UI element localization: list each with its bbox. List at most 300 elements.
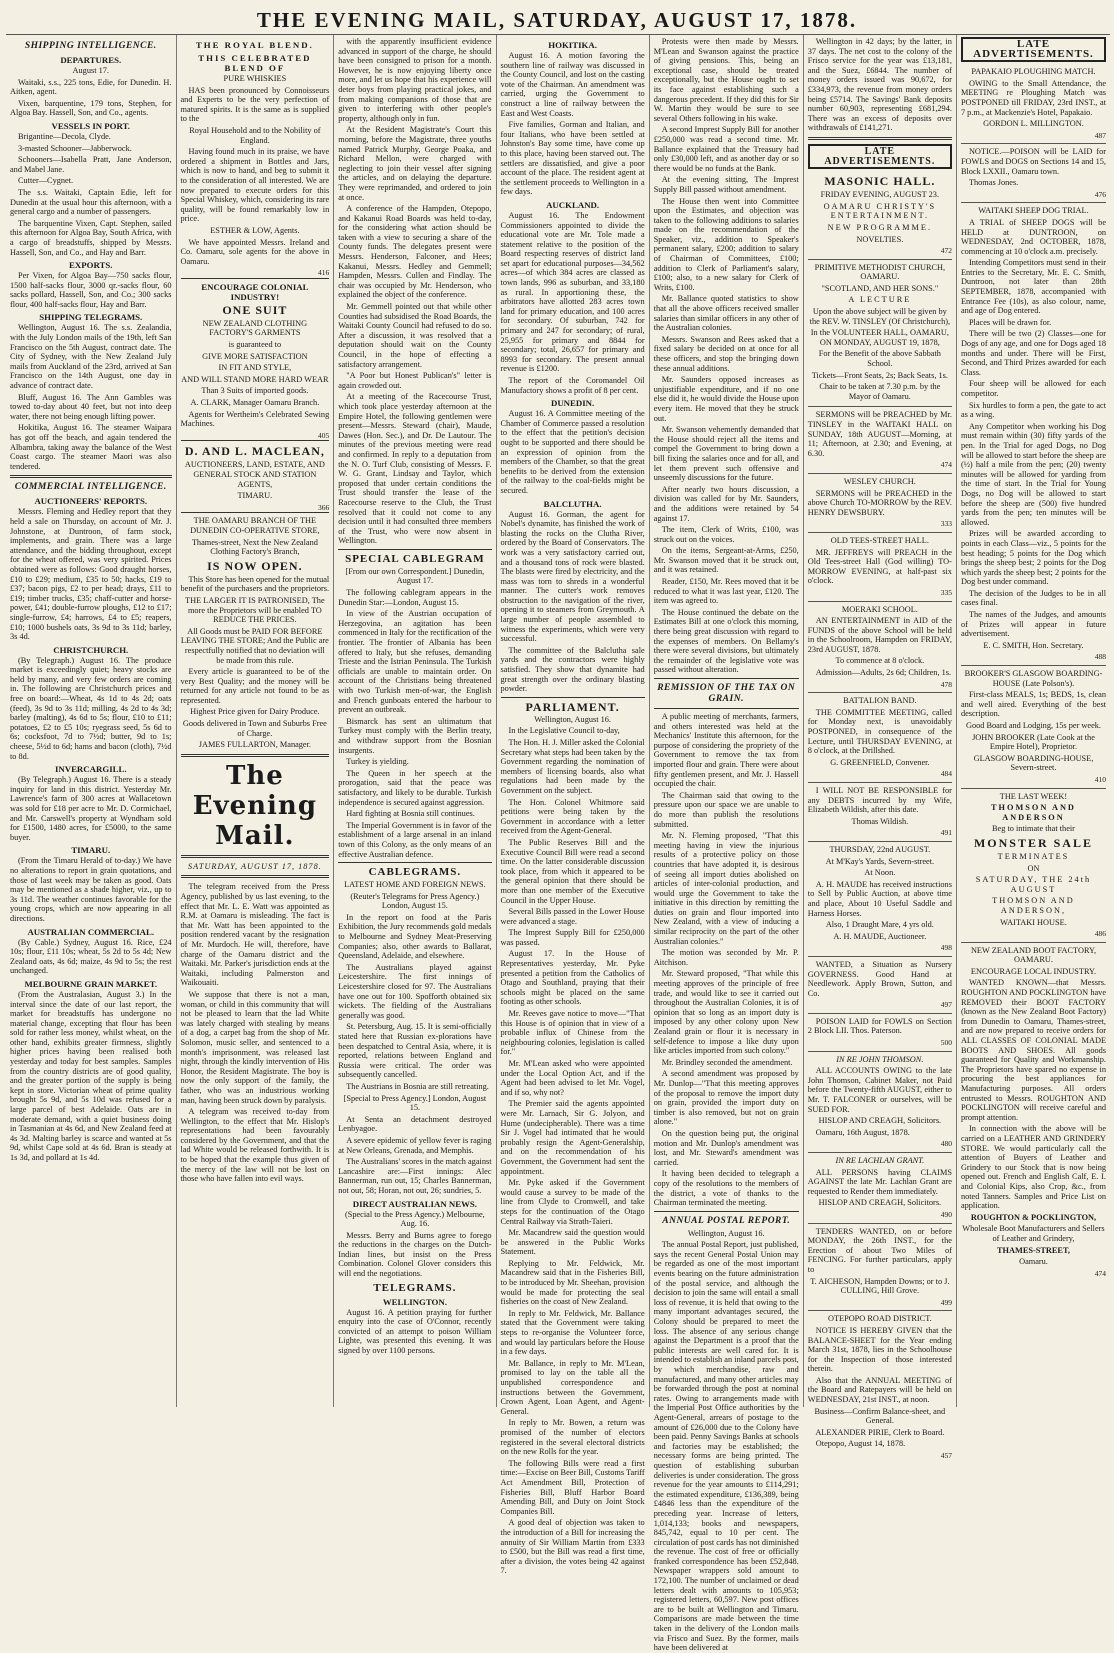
ad-text: Agents for Wertheim's Celebrated Sewing Machines. bbox=[180, 409, 330, 429]
ad-text: ALEXANDER PIRIE, Clerk to Board. bbox=[815, 1427, 945, 1437]
ad-text: Business—Confirm Balance-sheet, and General. bbox=[814, 1406, 946, 1426]
ad-text: First-class MEALS, 1s; BEDS, 1s, clean and well aired. Everything of the best description. bbox=[960, 690, 1107, 719]
ad-wesley-church bbox=[808, 474, 952, 533]
subheading: Wellington, August 16. bbox=[687, 1228, 765, 1238]
paragraph: On the items, Sergeant-at-Arms, £250, Mr. Swanson moved that it be struck out, and it was retained. bbox=[653, 546, 799, 575]
paragraph: August 16. A motion favoring the southern line of railway was discussed in the County Council, and lost on the casting vote of the Chairman. An amendment was carried, urging the Government to construct a line of railway between the East and West Coasts. bbox=[500, 51, 645, 118]
paragraph: The Hon. H. J. Miller asked the Colonial Secretary what steps had been taken by the Government regarding the nomination of members of licensing boards, also what regulations had been made by the Government on the subject. bbox=[500, 738, 645, 795]
divider bbox=[808, 137, 952, 140]
paragraph: At a meeting of the Racecourse Trust, which took place yesterday afternoon at the Empire Hotel, the following gentlemen were present—Messrs. Steward (chair), Maude, Dawes (Hon. Sec.), and Dr. De Lautour. The minutes of the previous meeting were read and confirmed. In reply to a deputation from the N. O. Turf Club, consisting of Messrs. F. W. G. Grant, Lindsay and Taylor, which proposed that under certain conditions the Trust should transfer the lease of the Racecourse reserve to the Club, the Trust resolved that it could not come to any decision until it had consulted three members of the Trust, who were now absent in Wellington. bbox=[338, 392, 492, 546]
ad-text: Beg to intimate that their bbox=[992, 824, 1075, 834]
sub-australian-commercial: AUSTRALIAN COMMERCIAL. bbox=[27, 926, 155, 937]
ad-number: 480 bbox=[940, 1139, 952, 1149]
paragraph: A public meeting of merchants, farmers, and others interested was held at the Mechanics' Institute this afternoon, for the purpose of considering the propriety of the Government to remove the tax from imported flour and grain. There were about fifty gentlemen present, and Mr. J. Hassell occupied the chair. bbox=[653, 712, 799, 789]
ad-text: The decision of the Judges to be in all cases final. bbox=[960, 588, 1107, 608]
ad-poison-notice bbox=[961, 144, 1106, 203]
ad-text: Prizes will be awarded according to points in each Class—viz., 5 points for the best heading; 5 points for the Dog which brings the sheep best; 2 points for the Dog which yards the sheep best; 2 points for the Dog best under command. bbox=[960, 529, 1107, 587]
paragraph: The Hon. Colonel Whitmore said petitions were being taken by the Government in accordance with a letter received from the Agent-General. bbox=[500, 797, 645, 836]
paragraph: St. Petersburg, Aug. 15. It is semi-officially stated here that Russian ex-plorations have been despatched to Central Asia, where, it is reported, relations between England and Russia were critical. The order was subsequently cancelled. bbox=[338, 1022, 492, 1080]
paragraph: Mr. Saunders opposed increases as unjustifiable expenditure, and if no one else did it, he would divide the House upon every item. He moved that they be struck out. bbox=[653, 375, 799, 423]
ad-text: Otepopo, August 14, 1878. bbox=[815, 1439, 906, 1449]
column-1 bbox=[6, 35, 176, 1407]
editorial-paragraph: The telegram received from the Press Agency, published by us last evening, to the effect that Mr. L. E. Watt was appointed as R.M. at Oamaru is misleading. The fact is that Mr. Watt has been appointed to the position rendered vacant by the resignation of Mr. Murdoch. He will, therefore, have charge of the Oamaru district and the Waitaki. Mr. Parker's jurisdiction ends at the Waitaki, including Palmerston and Waikouaiti. bbox=[180, 882, 330, 988]
ad-text: There will be two (2) Classes—one for Dogs of any age, and one for Dogs aged 18 months and under. There will be First, Second, and Third Prizes awarded for each Class. bbox=[960, 329, 1107, 377]
paragraph: Schooners—Isabella Pratt, Jane Anderson, and Mabel Jane. bbox=[10, 155, 172, 174]
sub-balclutha: BALCLUTHA. bbox=[543, 498, 602, 509]
paragraph: Mr. N. Fleming proposed, "That this meeting having in view the injurious results of a protective policy on those countries that have adopted it, is desirous of seeing all import duties abolished on articles of inter-colonial production, and would urge the Government to take the initiative in this direction by remitting the duties on grain and flour imported into New Zealand, with a view of inducing a similar reciprocity on the part of the other Australian colonies." bbox=[653, 831, 799, 946]
heading-parliament: PARLIAMENT. bbox=[525, 699, 620, 714]
paragraph: The following cablegram appears in the Dunedin Star:—London, August 15. bbox=[338, 588, 492, 607]
paragraph: (By Cable.) Sydney, August 16. Rice, £24 10s; flour, £11 10s; wheat, 5s 2d to 5s 4d; New Zealand oats, 4s 6d; maize, 4s 9d to 5s; the rest unchanged. bbox=[10, 937, 172, 976]
paragraph: Turkey is yielding. bbox=[346, 757, 409, 767]
paragraph: August 16. Gorman, the agent for Nobel's dynamite, has finished the work of blasting the rocks on the Clutha River, ordered by the Board of Conservators. The work was a very satisfactory carried out, and a thousand tons of rock were blasted. The blasts were fired by electricity, and the mass was torn to shreds in a wonderful manner. The cutter's work removes obstruction to the navigation of the river, opening it to steamers from Greymouth. A large number of people assembled to witness the experiments, which were very successful. bbox=[500, 509, 645, 644]
sub-wellington: WELLINGTON. bbox=[382, 1296, 447, 1307]
ad-text: OAMARU CHRISTY'S ENTERTAINMENT. bbox=[823, 201, 937, 221]
ad-masonic-hall bbox=[808, 171, 952, 260]
ad-number: 487 bbox=[1094, 130, 1107, 140]
ad-number: 497 bbox=[940, 1000, 952, 1010]
ad-text: To commence at 8 o'clock. bbox=[835, 656, 925, 666]
sub-exports: EXPORTS. bbox=[69, 260, 113, 271]
ad-title: THE LAST WEEK! bbox=[999, 791, 1068, 801]
ad-number: 335 bbox=[940, 587, 952, 597]
ad-text: ROUGHTON & POCKLINGTON, bbox=[970, 1212, 1097, 1222]
ad-text: A. CLARK, Manager Oamaru Branch. bbox=[190, 398, 320, 408]
column-6 bbox=[803, 35, 956, 1461]
ad-title: BATTALION BAND. bbox=[843, 696, 917, 706]
ad-text: ALL PERSONS having CLAIMS AGAINST the late Mr. Lachlan Grant are requested to Render them immediately. bbox=[807, 1167, 952, 1196]
paragraph: A severe epidemic of yellow fever is raging at New Orleans, Grenada, and Memphis. bbox=[338, 1135, 492, 1155]
ad-text: E. C. SMITH, Hon. Secretary. bbox=[983, 640, 1084, 650]
paragraph: The Queen in her speech at the prorogation, said that the peace was satisfactory, and likely to be durable. Turkish independence is secured against aggression. bbox=[338, 768, 492, 807]
ad-royal-blend-subtitle: THIS CELEBRATED BLEND OF bbox=[198, 53, 312, 73]
heading-telegrams: TELEGRAMS. bbox=[373, 1281, 457, 1294]
paragraph: Vixen, barquentine, 179 tons, Stephen, for Algoa Bay. Hassell, Son, and Co., agents. bbox=[10, 98, 172, 118]
ad-title: BROOKER'S GLASGOW BOARDING-HOUSE (Late Polson's). bbox=[964, 669, 1103, 688]
sub-timaru: TIMARU. bbox=[71, 845, 111, 856]
paragraph: Several Bills passed in the Lower House were advanced a stage. bbox=[500, 907, 645, 926]
ad-text: In connection with the above will be carried on a LEATHER AND GRINDERY STORE. We would particularly call the attention of Buyers of Leather and Grindery to our Stock that is now being opened out. French and English Calf, E. I. and Colonial Kips, also Crop, &c., from noted Tanners. Samples and Price List on application. bbox=[960, 1124, 1107, 1211]
paragraph: Cutter—Cygnet. bbox=[18, 176, 74, 186]
ad-title: PRIMITIVE METHODIST CHURCH, OAMARU. bbox=[814, 262, 946, 282]
ad-text: FRIDAY EVENING, AUGUST 23. bbox=[820, 190, 940, 200]
ad-text: Wholesale Boot Manufacturers and Sellers of Leather and Grindery, bbox=[962, 1224, 1105, 1243]
ad-text: IS NOW OPEN. bbox=[207, 558, 303, 573]
ad-text: Thomas Wildish. bbox=[851, 816, 909, 826]
ad-title: NEW ZEALAND BOOT FACTORY, OAMARU. bbox=[970, 945, 1097, 965]
ad-text: NOVELTIES. bbox=[856, 234, 904, 244]
date: August 17. bbox=[72, 66, 109, 75]
divider bbox=[338, 549, 491, 550]
ad-text: POISON LAID for FOWLS on Section 2 Block LII. Thos. Paterson. bbox=[807, 1016, 952, 1036]
ad-text: Chair to be taken at 7.30 p.m. by the Mayor of Oamaru. bbox=[819, 382, 941, 401]
ad-text: HAS been pronounced by Connoisseurs and Experts to be the very perfection of matured spirits. It is the same as is supplied to the bbox=[180, 85, 330, 124]
ad-text: Highest Price given for Dairy Produce. bbox=[190, 707, 320, 717]
ad-text: JOHN BROOKER (Late Cook at the Empire Hotel), Proprietor. bbox=[972, 732, 1095, 752]
paragraph: The barquentine Vixen, Capt. Stephen, sailed this afternoon for Algoa Bay, South Africa, with a cargo of breadstuffs, shipped by Messrs. Hassell, Son, and Co., and Hay and Barr. bbox=[10, 218, 172, 257]
ad-number: 333 bbox=[940, 519, 952, 529]
column-5 bbox=[649, 35, 803, 1653]
heading-shipping-telegrams: SHIPPING TELEGRAMS. bbox=[39, 312, 143, 323]
paragraph: Protests were then made by Messrs. M'Lean and Swanson against the practice of giving pensions. This, being an exceptional case, should be treated exceptionally, but the House ought to set its face against establishing such a dangerous precedent. If they did this for Sir W. Martin they would be sure to see several Others following in his wake. bbox=[653, 37, 799, 123]
paragraph: The s.s. Waitaki, Captain Edie, left for Dunedin at the usual hour this afternoon, with a general cargo and a number of passengers. bbox=[10, 187, 172, 217]
ad-old-tees-street bbox=[808, 533, 952, 602]
ad-maude-auction bbox=[808, 842, 952, 957]
paragraph: It having been decided to telegraph a copy of the resolutions to the members of the district, a vote of thanks to the Chairman terminated the meeting. bbox=[653, 1169, 799, 1208]
divider bbox=[181, 512, 330, 513]
ad-text: MONSTER SALE bbox=[973, 835, 1093, 850]
sub-auctioneers: AUCTIONEERS' REPORTS. bbox=[34, 496, 148, 507]
ad-text: G. GREENFIELD, Convener. bbox=[830, 757, 930, 767]
paragraph: A second Imprest Supply Bill for another £250,000 was read a second time. Mr. Ballance explained that the Treasury had only £30,000 left, and as another day or so there would be no funds at the Bank. bbox=[653, 125, 799, 173]
ad-number: 491 bbox=[940, 828, 952, 838]
ad-text: AN ENTERTAINMENT in AID of the FUNDS of the above School will be held in the Schoolroom, Hampden on FRIDAY, 23rd AUGUST, 1878. bbox=[807, 616, 952, 654]
ad-text: T. AICHESON, Hampden Downs; or to J. CULLING, Hill Grove. bbox=[810, 1276, 950, 1296]
ad-thomson-anderson bbox=[961, 789, 1106, 943]
ad-not-responsible bbox=[808, 783, 952, 842]
paragraph: Brigantine—Decola, Clyde. bbox=[18, 131, 111, 141]
ad-text: Thames-street, Next the New Zealand Clothing Factory's Branch, bbox=[191, 537, 318, 557]
paragraph: In view of the Austrian occupation of Herzegovina, an agitation has been commenced in Italy for the rectification of the frontier. The frontier of Albania has been offered to Italy, but she refuses, demanding Trieste and the Istrian Peninsula. The Turkish officials are unable to maintain order. On account of the Christians being threatened with two Turkish men-of-war, the English and French gunboats entered the harbour to prevent an outbreak. bbox=[338, 609, 492, 715]
ad-text: Upon the above subject will be given by the REV. W. TINSLEY (Of Christchurch), bbox=[809, 307, 951, 326]
ad-boot-factory bbox=[960, 943, 1107, 1278]
paragraph: Mr. Macandrew said the question would be answered in the Public Works Statement. bbox=[500, 1228, 645, 1257]
ad-line: PURE WHISKIES bbox=[223, 74, 287, 83]
paragraph: Mr. Ballance, in reply to Mr. M'Lean, promised to lay on the table all the unpublished correspondence and instructions between the Government, Crown Agent, Loan Agent, and Agent-General. bbox=[500, 1358, 645, 1416]
paragraph: August 17. In the House of Representatives yesterday, Mr. Pyke presented a petition from the Catholics of Otago and Southland, praying that their schools might be placed on the same footing as other schools. bbox=[500, 949, 645, 1007]
ad-text: TIMARU. bbox=[237, 491, 273, 501]
ad-text: "SCOTLAND, AND HER SONS." bbox=[821, 283, 939, 293]
ad-sermons-tinsley bbox=[808, 407, 952, 474]
paragraph: with the apparently insufficient evidence advanced in support of the charge, he should have been consigned to prison for a month. However, he is now enjoying liberty once more, and let us hope that his experience will deter boys from playing practical jokes, and from making companions of those that are given to interfering with other people's property, although only in fun. bbox=[338, 37, 492, 123]
divider bbox=[654, 708, 799, 709]
paragraph: The item, Clerk of Writs, £100, was struck out on the voices. bbox=[653, 525, 799, 544]
ad-text: MR. JEFFREYS will PREACH in the Old Tees-street Hall (God willing) TO-MORROW EVENING, at half-past six o'clock. bbox=[807, 547, 952, 586]
ad-text: At Noon. bbox=[864, 868, 896, 878]
subheading: [Special to Press Agency.] London, August 15. bbox=[343, 1093, 487, 1113]
ad-text: OWING to the Small Attendance, the MEETING re Ploughing Match was POSTPONED till FRIDAY, 23rd INST., at 7 p.m., at Mackenzie's Hotel, Papakaio. bbox=[960, 78, 1107, 117]
ad-text: Than 3 Suits of imported goods. bbox=[201, 386, 309, 396]
ad-number: 499 bbox=[940, 1297, 952, 1307]
ad-text: NOTICE.—POISON will be LAID for FOWLS and DOGS on Sections 14 and 15, Block LXXII., Oamaru town. bbox=[960, 147, 1107, 176]
paragraph: (By Telegraph.) August 16. There is a steady inquiry for land in this district. Yesterday Mr. Lawrence's farm of 300 acres at Wallacetown was sold for £18 per acre to Mr. D. Cormichael, and Mr. Carswell's property at Wyndham sold for £1500, 1480 acres, for £5000, to the same buyer. bbox=[10, 775, 172, 842]
ad-text: THE COMMITTEE MEETING, called for Monday next, is unavoidably POSTPONED, in consequence of the Lecture, until THURSDAY EVENING, at 8 o'clock, at the Drillshed. bbox=[807, 707, 952, 756]
paragraph: The report of the Coromandel Oil Manufactory shows a profit of 8 per cent. bbox=[500, 376, 645, 395]
ad-text: Also, 1 Draught Mare, 4 yrs old. bbox=[825, 920, 934, 930]
ad-text: Six hurdles to form a pen, the gate to act as a wing. bbox=[960, 400, 1107, 420]
ad-text: Every article is guaranteed to be of the very Best Quality; and the money will be returned for any article not found to be as represented. bbox=[180, 667, 330, 705]
ad-text: GIVE MORE SATISFACTION bbox=[202, 351, 308, 361]
ad-royal-blend-title: THE ROYAL BLEND. bbox=[195, 40, 314, 50]
paragraph: (From the Timaru Herald of to-day.) We have no alterations to report in grain quotations, and those of last week may be taken as good. Oats may be mentioned as a shade higher, viz., up to 3s 11d. The weather continues favorable for the young crops, which are now appearing in all directions. bbox=[10, 856, 172, 923]
ad-sheep-dog-trial bbox=[961, 203, 1106, 666]
paragraph: The Public Reserves Bill and the Executive Council Bill were read a second time. On the latter considerable discussion took place, from which it appeared to be the general opinion that there should be more than one member of the Executive Council in the Upper House. bbox=[500, 837, 645, 905]
paragraph: Waitaki, s.s., 225 tons, Edie, for Dunedin. H. Aitken, agent. bbox=[10, 77, 172, 97]
paragraph: At Senta an detachment destroyed Lenbyagoe. bbox=[338, 1114, 492, 1134]
paragraph: Five families, Gorman and Italian, and four Italians, who have been settled at Johnston's Bay some time, have come up to this place, having been starved out. The settlers are dissatisfied, and give a poor account of the place. The resident agent at the settlement proceeds to Wellington in a few days. bbox=[500, 120, 645, 197]
subheading: (Reuter's Telegrams for Press Agency.) London, August 15. bbox=[350, 891, 480, 911]
ad-text: Oamaru. bbox=[1019, 1257, 1048, 1267]
ad-title: PAPAKAIO PLOUGHING MATCH. bbox=[971, 67, 1096, 77]
paragraph: Bluff, August 16. The Ann Gambles was towed to-day about 40 feet, but not into deep water, there not being enough lifting power. bbox=[10, 392, 172, 421]
paragraph: Messrs. Fleming and Hedley report that they held a sale on Thursday, on account of Mr. J. Johnstone, at Duntroon, of farm stock, implements, and grain. There was a large attendance, and the bidding throughout, except for the wheat offered, was very spirited. Prices obtained were as follows: Good draught horses, £10 to £29; medium, £35 to 50; hacks, £19 to £37; bacon pigs, £2 to per head; drays, £11 to £19; timber trucks, £35; chaff-cutter and horse-power, £41; double-furrow ploughs, £12 to £17; single-furrow, £4; harrows, £4 to £5; reapers, £10; 1000 bushels oats, 3s 9d to 3s 11d; barley, 3s 4d. bbox=[10, 507, 172, 642]
ad-text: SATURDAY, THE 24th AUGUST bbox=[975, 875, 1092, 894]
ad-text: A. H. MAUDE has received instructions to Sell by Public Auction, at above time and place, About 10 Useful Saddle and Harness Horses. bbox=[807, 879, 952, 918]
ad-number: 486 bbox=[1094, 929, 1107, 939]
ad-text: WAITAKI HOUSE. bbox=[1000, 917, 1067, 927]
paragraph: The motion was seconded by Mr. P. Aitchison. bbox=[653, 948, 799, 967]
ad-text: Places will be drawn for. bbox=[968, 317, 1052, 327]
divider bbox=[181, 855, 330, 858]
ad-battalion-band bbox=[808, 693, 952, 783]
ad-text: Royal Household and to the Nobility of England. bbox=[189, 125, 321, 145]
ad-text: IN FIT AND STYLE, bbox=[218, 363, 292, 373]
paragraph: Reader, £150, Mr. Rees moved that it be reduced to what it was last year, £120. The item was agreed to. bbox=[653, 577, 799, 606]
paragraph: The House then went into Committee upon the Estimates, and objection was taken to the following additions to salaries made on the recommendation of the Speaker, viz., addition to Speaker's permanent salary, £200; addition to salary of Chairman of Committees, £100; addition to Clerk of Parliament's salary, £100; also, to a new salary for Clerk of Writs, £100. bbox=[653, 196, 799, 292]
ad-text: Good Board and Lodging, 15s per week. bbox=[965, 721, 1101, 730]
paragraph: After nearly two hours discussion, a division was called for by Mr. Saunders, and the additions were retained by 54 against 17. bbox=[653, 484, 799, 523]
ad-re-john-thomson bbox=[808, 1052, 952, 1153]
subheading: (Special to the Press Agency.) Melbourne, Aug. 16. bbox=[344, 1209, 485, 1229]
paragraph: Mr. Brindley seconded the amendment. bbox=[661, 1057, 793, 1067]
ad-text: NEW PROGRAMME. bbox=[827, 222, 933, 232]
ad-number: 457 bbox=[940, 1451, 952, 1461]
heading-cablegrams: CABLEGRAMS. bbox=[368, 866, 462, 879]
ad-tenders-wanted bbox=[808, 1224, 952, 1312]
sub-dunedin: DUNEDIN. bbox=[550, 398, 595, 409]
ad-title: IN RE LACHLAN GRANT. bbox=[835, 1156, 925, 1165]
sub-auckland: AUCKLAND. bbox=[546, 199, 600, 210]
ad-text: Any Competitor when working his Dog must remain within (30) fifty yards of the pen. In the Trial for aged Dogs, no Dog will be allowed to start before the sheep are (½) half a mile from the pen; (20) twenty minutes will be allowed for yarding from the time of start. In the Trial for Young Dogs, no Dog will be allowed to start before the sheep are (500) five hundred yards from the pen; ten minutes will be allowed. bbox=[960, 421, 1107, 527]
ad-text: The names of the Judges, and amounts of Prizes will appear in future advertisement. bbox=[960, 610, 1107, 639]
ad-text: ALL ACCOUNTS OWING to the late John Thomson, Cabinet Maker, not Paid before the Twenty-fifth AUGUST, either to Mr. T. FALCONER or ourselves, will be SUED FOR. bbox=[807, 1066, 952, 1114]
divider bbox=[181, 278, 330, 279]
ad-number: 488 bbox=[1094, 652, 1107, 662]
ad-heading: ONE SUIT bbox=[222, 302, 288, 317]
divider bbox=[654, 678, 799, 679]
paragraph: The Imprest Supply Bill for £250,000 was passed. bbox=[500, 928, 645, 947]
paragraph: The committee of the Balclutha sale yards and the contractors were highly satisfied. They show that dynamite had great strength over the ordinary blasting powder. bbox=[500, 645, 645, 694]
ad-text: A LECTURE bbox=[848, 295, 912, 305]
ad-text: ESTHER & LOW, Agents. bbox=[210, 225, 300, 235]
subheading: Wellington, August 16. bbox=[534, 714, 611, 724]
paragraph: August 16. A Committee meeting of the Chamber of Commerce passed a resolution to the effect that the petition's decision ought to be supported and there should be an expression of opinion from the members of the Chamber, so that the great benefits to be derived from the extension of the railway to the coal-fields might be secured. bbox=[500, 409, 645, 495]
paper-masthead: The Evening Mail. bbox=[192, 760, 318, 851]
ad-heading: THE OAMARU BRANCH OF THE DUNEDIN CO-OPERATIVE STORE, bbox=[190, 516, 320, 535]
divider bbox=[181, 440, 330, 441]
ad-text: Goods delivered in Town and Suburbs Free of Charge. bbox=[182, 719, 327, 738]
heading-shipping: SHIPPING INTELLIGENCE. bbox=[24, 41, 157, 51]
paragraph: The following Bills were read a first time:—Excise on Beer Bill, Customs Tariff Act Amendment Bill, Protection of Fisheries Bill, Bluff Harbor Board Amending Bill, and Duty on Joint Stock Companies Bill. bbox=[500, 1458, 645, 1516]
paragraph: Messrs. Swanson and Rees asked that a fixed salary be decided on at once for all these officers, and stop the bringing down these annual additions. bbox=[653, 334, 799, 373]
masthead bbox=[0, 0, 1114, 34]
paragraph: Mr. Swanson vehemently demanded that the House should reject all the items and compel the Government to bring down a bill fixing the salaries once and for all, and let them prevent such offensive and unseemly discussions for the future. bbox=[653, 425, 799, 483]
ad-number: 472 bbox=[940, 246, 952, 256]
paragraph: In reply to Mr. Feldwick, Mr. Ballance stated that the Government were taking steps to re-organise the Volunteer force, and would lay particulars before the House in a few days. bbox=[500, 1308, 645, 1357]
heading-direct-australian: DIRECT AUSTRALIAN NEWS. bbox=[352, 1198, 477, 1209]
ad-text: NOTICE IS HEREBY GIVEN that the BALANCE-SHEET for the Year ending March 31st, 1878, lies in the Schoolhouse for the Inspection of those interested therein. bbox=[807, 1325, 952, 1374]
paragraph: The Chairman said that owing to the pressure upon our space we are unable to do more than publish the resolutions submitted. bbox=[653, 790, 799, 829]
paragraph: (From the Australasian, August 3.) In the interval since the date of our last report, the market for breadstuffs has undergone no material change, excepting that flour has been sold for rather less money, whilst wheat, on the other hand, exhibits greater firmness, slightly higher prices having been realised both yesterday and today for best samples. Samples from the country districts are of good quality, and the greater portion of the supply is being kept in store. Victorian wheat of prime quality brought 5s 9d, and 5s 10d was refused for a large parcel of best Adelaide. Oats are in moderate demand, with a quiet business doing in Tasmanian at 4s 6d, and New Zealand feed at 4s 3d. Malting barley is scarce and wanted at 5s 9d, whilst Cape sold at 4s 6d. Bran is steady at 1s 3d, and pollard at 1s 4d. bbox=[10, 989, 172, 1162]
ad-text: Intending Competitors must send in their Entries to the Secretary, Mr. E. C. Smith, Duntroon, not later than 28th SEPTEMBER, 1878, accompanied with Entrance Fee (10s), as also colour, name, and age of Dog entered. bbox=[960, 258, 1107, 316]
ad-text: SERMONS will be PREACHED in the above Church TO-MORROW by the REV. HENRY DEWSBURY. bbox=[807, 488, 952, 517]
column-7 bbox=[956, 35, 1110, 1407]
paragraph: At the Resident Magistrate's Court this morning, before the Magistrate, three youths named Patrick Murphy, George Poaka, and Richard Mellon, were charged with neglecting to join their vessel after signing the articles, and on delaying the departure. They were reprimanded, and ordered to join at once. bbox=[338, 125, 492, 202]
ad-number: 498 bbox=[940, 943, 952, 953]
ad-papakaio-ploughing bbox=[961, 64, 1106, 144]
paragraph: Mr. Pyke asked if the Government would cause a survey to be made of the line from Clyde to Cromwell, and take steps for the continuation of the Otago Central Railway via Strath-Taieri. bbox=[500, 1178, 645, 1226]
columns bbox=[6, 34, 1110, 1653]
heading-remission-tax: REMISSION OF THE TAX ON GRAIN. bbox=[657, 683, 796, 704]
ad-otepopo-road bbox=[807, 1311, 952, 1461]
paragraph: Replying to Mr. Feldwick, Mr. Macandrew said that in the Fisheries Bill, to be introduced by Mr. Sheehan, provision would be made for protecting the seal fisheries on the coast of New Zealand. bbox=[500, 1258, 645, 1307]
ad-text: is guaranteed to bbox=[228, 340, 282, 350]
ad-heading: D. AND L. MACLEAN, bbox=[184, 444, 325, 459]
ad-number: 405 bbox=[317, 430, 330, 440]
sub-vessels: VESSELS IN PORT. bbox=[51, 120, 130, 131]
ad-text: In the VOLUNTEER HALL, OAMARU, ON MONDAY, AUGUST 19, 1878, bbox=[810, 328, 949, 347]
ad-text: AND WILL STAND MORE HARD WEAR bbox=[181, 374, 329, 384]
divider bbox=[10, 475, 172, 478]
paragraph: Mr. Gemmell pointed out that while other Counties had subsidised the Road Boards, the Waitaki County Council had refused to do so. After a discussion, it was resolved that a deputation should wait on the County Council, in the hope of effecting a satisfactory arrangement. bbox=[338, 302, 492, 369]
paragraph: Wellington, August 16. The s.s. Zealandia, with the July London mails of the 19th, left San Francisco on the 5th August, contract date. The City of Sydney, with the New Zealand July mails from Auckland of the 23rd, arrived at San Francisco on the 14th August, one day in advance of contract date. bbox=[10, 323, 172, 391]
ad-text: WANTED, a Situation as Nursery GOVERNESS. Good Hand at Needlework. Apply Brown, Sutton, and Co. bbox=[807, 959, 952, 998]
ad-text: Tickets—Front Seats, 2s; Back Seats, 1s. bbox=[811, 370, 948, 380]
ad-number: 416 bbox=[317, 268, 330, 278]
paragraph: Bismarck has sent an ultimatum that Turkey must comply with the Berlin treaty, and withdraw support from the Bosnian insurgents. bbox=[338, 716, 492, 755]
paragraph: At the evening sitting, The Imprest Supply Bill passed without amendment. bbox=[653, 175, 799, 194]
column-4 bbox=[496, 35, 649, 1576]
subheading: LATEST HOME AND FOREIGN NEWS. bbox=[344, 880, 486, 890]
ad-text: SERMONS will be PREACHED by Mr. TINSLEY in the WAITAKI HALL on SUNDAY, 18th AUGUST—Morning, at 11; Afternoon, at 2.30; and Evening, at 6.30. bbox=[807, 410, 952, 458]
ad-text: JAMES FULLARTON, Manager. bbox=[198, 740, 311, 750]
sub-melbourne-grain: MELBOURNE GRAIN MARKET. bbox=[24, 978, 158, 989]
paragraph: The Premier said the agents appointed were Mr. Larnach, Sir G. Jolyon, and Hume (undecipherable). There was a time Sir J. Vogel had intimated that he would probably resign the Agent-Generalship, and on the recommendation of his Government, the Government had sent the appointment. bbox=[500, 1099, 645, 1176]
ad-text: Oamaru, 16th August, 1878. bbox=[815, 1127, 910, 1137]
ad-wanted-governess bbox=[808, 957, 952, 1014]
paragraph: The House continued the debate on the Estimates Bill at one o'clock this morning, there being great discussion with regard to the expenses of members. On Bellamy's there were several divisions, but ultimately the remainder of the legislative vote was passed without alteration. bbox=[653, 607, 799, 675]
ad-title: OTEPOPO ROAD DISTRICT. bbox=[827, 1314, 932, 1324]
paragraph: Mr. M'Lean asked who were appointed under the Local Option Act, and if the Agent had been advised to let Mr. Vogel, and if so, why not? bbox=[500, 1059, 645, 1097]
ad-text: Thomas Jones. bbox=[968, 178, 1019, 188]
paragraph: In reply to Mr. Bowen, a return was promised of the number of electors registered in the several electoral districts on the new Rolls for the year. bbox=[500, 1418, 645, 1457]
ad-number: 410 bbox=[1094, 774, 1107, 784]
ad-number: 500 bbox=[940, 1038, 952, 1048]
ad-text: GLASGOW BOARDING-HOUSE, Severn-street. bbox=[973, 753, 1094, 773]
ad-text: AUCTIONEERS, LAND, ESTATE, AND GENERAL STOCK AND STATION AGENTS, bbox=[184, 460, 325, 489]
masthead-title: THE EVENING MAIL, SATURDAY, AUGUST 17, 1878. bbox=[256, 8, 858, 32]
subheading: [From our own Correspondent.] Dunedin, August 17. bbox=[345, 566, 485, 586]
late-advertisements-heading: LATE ADVERTISEMENTS. bbox=[961, 37, 1106, 62]
heading-postal-report: ANNUAL POSTAL REPORT. bbox=[662, 1215, 791, 1226]
ad-text: THE LARGER IT IS PATRONISED, The more the Proprietors will be enabled TO REDUCE THE PRICES. bbox=[185, 595, 325, 625]
paragraph: Per Vixen, for Algoa Bay—750 sacks flour, 1500 half-sacks flour, 3000 qr.-sacks flour, 60 sacks pollard, Hassell, Son, and Co.; 300 sacks flour, 400 half-sacks flour, Hay and Barr. bbox=[10, 271, 172, 309]
paragraph: In the Legislative Council to-day, bbox=[508, 726, 620, 736]
column-2 bbox=[176, 35, 334, 1407]
paragraph: In the report on food at the Paris Exhibition, the Jury recommends gold medals to Melbourne and Sydney Meat-Preserving Companies; also, other awards to Ballarat, Queensland, Adelaide, and elsewhere. bbox=[338, 912, 492, 961]
editorial-paragraph: We suppose that there is not a man, woman, or child in this community that will not be pleased to learn that the lad White was lately charged with stealing by means of a dog, a carpet bag from the shop of Mr. Solomon, music seller, and sentenced to a month's imprisonment, was released last night, through the kindly intervention of His Honor, the Resident Magistrate. The boy is now the only support of the family, the father, who was an industrious working man, having been struck down by paralysis. bbox=[180, 989, 330, 1105]
ad-brookers-boarding-house bbox=[961, 666, 1106, 789]
paragraph: Wellington in 42 days; by the latter, in 37 days. The net cost to the colony of the Frisco service for the year was £13,181, and the Suez, £6844. The number of money orders issued was 90,672, for £334,973, the revenue from money orders being £5714. The Savings' Bank deposits number 60,903, representing £681,294. There was an excess of deposits over withdrawals of £141,271. bbox=[807, 37, 952, 133]
column-3 bbox=[333, 35, 495, 1407]
paragraph: Mr. Ballance quoted statistics to show that all the above officers received smaller salaries than similar officers in any other of the Australian colonies. bbox=[653, 294, 799, 333]
ad-poison-laid bbox=[808, 1014, 952, 1052]
ad-title: WAITAKI SHEEP DOG TRIAL. bbox=[978, 206, 1089, 216]
ad-text: HISLOP AND CREAGH, Solicitors. bbox=[818, 1116, 942, 1126]
paragraph: The annual Postal Report, just published, says the recent General Postal Union may be regarded as one of the most important events bearing on the future administration of the postal service, and although the decision to join the same will entail a small loss of revenue, it is held that owing to the many important advantages secured, the Colony should be prepared to meet the loss. The absence of any serious change against the Department is a proof that the public interests are well cared for. It is intended to establish an inland parcels post, by which merchandise, raw and manufactured, and many other articles may be forwarded through the post at nominal rates. Owing to arrangements made with the Imperial Post Office authorities by the Agent-General, arrears of postage to the amount of £26,000 due to the Colony have been paid. Penny Savings Banks at schools and factories may be established; the necessary forms are being printed. The question of establishing suburban deliveries is under consideration. The gross revenue for the year amounts to £114,291; the estimated expenditure, £136,389, being £4846 less than the expenditure of the preceding year. Increase of letters, 1,014,133; books and newspapers, 845,742, equal to 10 per cent. The circulation of post cards has not diminished the revenue. The cost of free or officially franked correspondence has been £52,848. Newspaper wrappers sold amount to 172,100. The number of unclaimed or dead letters dealt with amounts to 105,953; registered letters, 60,597. New post offices are to be built at Wellington and Timaru. Comparisons are made between the time taken in the delivery of the London mails via Frisco and Suez. By the former, mails have been delivered at bbox=[653, 1240, 799, 1653]
paragraph: A conference of the Hampden, Otepopo, and Kakanui Road Boards was held to-day, for the considering what action should be taken with a view to securing a share of the County funds. The delegates present were Messrs. Henderson, Falconer, and Hees; Kakanui, Messrs. Hedley and Gemmell; Hampden, Messrs. Cullen and Findlay. The chair was occupied by Mr. Henderson, who explained the object of the conference. bbox=[338, 204, 492, 300]
sub-christchurch: CHRISTCHURCH. bbox=[53, 644, 129, 655]
paragraph: "A Poor but Honest Publican's" letter is again crowded out. bbox=[338, 371, 492, 390]
ad-text: GORDON L. MILLINGTON. bbox=[983, 119, 1084, 129]
late-advertisements-heading: LATE ADVERTISEMENTS. bbox=[808, 144, 952, 169]
divider bbox=[181, 754, 330, 757]
paragraph: The Imperial Government is in favor of the establishment of a large arsenal in an inland town of this Colony, as the only means of an effective Australian defence. bbox=[338, 820, 492, 859]
ad-number: 484 bbox=[940, 769, 952, 779]
ad-title: MASONIC HALL. bbox=[824, 174, 936, 189]
ad-text: Four sheep will be allowed for each competitor. bbox=[960, 379, 1107, 398]
paragraph: Mr. Reeves gave notice to move—"That this House is of opinion that in view of a probable influx of Chinese from the neighbouring colonies, legislation is called for." bbox=[500, 1009, 645, 1057]
ad-text: We have appointed Messrs. Ireland and Co. Oamaru, sole agents for the above in Oamaru. bbox=[180, 237, 330, 266]
divider bbox=[654, 1211, 799, 1212]
ad-text: A. H. MAUDE, Auctioneer. bbox=[833, 931, 927, 941]
paragraph: Messrs. Berry and Burns agree to forego the reductions in the charges on the Dutch-Indian lines, but insist on the Press Combination. Colonel Glover considers this will end the negotiations. bbox=[338, 1230, 492, 1279]
paragraph: (By Telegraph.) August 16. The produce market is exceedingly quiet; heavy stocks are held by many, and very few orders are coming in. The following are Christchurch prices and free on board:—Wheat, 4s 1d to 4s 2d; oats (feed), 3s 9d to 3s 11d; milling, 4s 2d to 4s 3d; barley (malting), 4s 6d to 5s; flour, £10 to £11; potatoes, £2 to £5 10s; ryegrass seed, 5s 6d to 6s; cocksfoot, 7d to 7½d; butter, 9d to 1s; cheese, 5½d to 6d; hams and bacon (cloth), 7½d to 8d. bbox=[10, 655, 172, 761]
ad-title: WESLEY CHURCH. bbox=[843, 476, 916, 486]
ad-number: 474 bbox=[940, 460, 952, 470]
ad-text: I WILL NOT BE RESPONSIBLE for any DEBTS incurred by my Wife, Elizabeth Wildish, after this date. bbox=[807, 786, 952, 815]
ad-moeraki-school bbox=[808, 602, 952, 694]
ad-text: Admission—Adults, 2s 6d; Children, 1s. bbox=[815, 668, 952, 678]
paragraph: Hokitika, August 16. The steamer Waipara has got off the beach, and again tendered the Albambra, taking away the balance of the West Coast cargo. The steamer Maori was also tendered. bbox=[10, 423, 172, 471]
ad-title: OLD TEES-STREET HALL. bbox=[830, 535, 929, 545]
ad-title: IN RE JOHN THOMSON. bbox=[836, 1054, 924, 1064]
ad-text: WANTED KNOWN—that Messrs. ROUGHTON AND POCKLINGTON have REMOVED their BOOT FACTORY (known as the New Zealand Boot Factory) from Dunedin to Oamaru, Thames-street, and are now prepared to receive orders for ALL CLASSES OF COLONIAL MADE BOOTS AND SHOES. All goods guaranteed for Quality and Workmanship. The Proprietors have spared no expense in procuring the best appliances for Manufacturing purposes. All orders entrusted to Messrs. ROUGHTON AND POCKLINGTON will receive careful and prompt attention. bbox=[960, 978, 1107, 1122]
ad-number: 366 bbox=[317, 502, 330, 512]
sub-hokitika: HOKITIKA. bbox=[548, 40, 597, 50]
dateline: SATURDAY, AUGUST 17, 1878. bbox=[187, 861, 322, 871]
paragraph: On the question being put, the original motion and Mr. Dunlop's amendment was lost, and Mr. Steward's amendment was carried. bbox=[653, 1128, 799, 1167]
divider bbox=[501, 697, 645, 698]
paragraph: August 16. A petition praying for further enquiry into the case of O'Connor, recently convicted of an attempt to poison William Lighte, was presented this evening. It was signed by over 1100 persons. bbox=[338, 1307, 492, 1356]
ad-primitive-methodist bbox=[808, 260, 952, 408]
sub-invercargill: INVERCARGILL. bbox=[54, 764, 127, 775]
ad-text: HISLOP AND CREAGH, Solicitors. bbox=[818, 1198, 942, 1208]
editorial-paragraph: A telegram was received to-day from Wellington, to the effect that Mr. Hislop's representations had been favourably considered by the Government, and that the lad White would be released forthwith. It is to be hoped that the example thus given of the mercy of the law will not be lost on those who have fallen into evil ways. bbox=[180, 1107, 330, 1184]
ad-number: 476 bbox=[1094, 189, 1107, 199]
paragraph: A good deal of objection was taken to the introduction of a Bill for increasing the annuity of Sir William Martin from £333 to £500, but the Bill was read a first time, after a division, the votes being 42 against 7. bbox=[500, 1518, 645, 1576]
ad-title: MOERAKI SCHOOL. bbox=[841, 604, 918, 614]
paragraph: A second amendment was proposed by Mr. Dunlop—"That this meeting approves of the proposal to remove the import duty on grain, provided the import duty on timber is also removed, but not on grain alone." bbox=[653, 1069, 799, 1127]
ad-text: ON bbox=[1027, 863, 1040, 873]
ad-text: THAMES-STREET, bbox=[997, 1245, 1070, 1255]
paragraph: The Austrians in Bosnia are still retreating. bbox=[346, 1081, 489, 1091]
paragraph: The Australians' scores in the match against Lancashire are:—First innings: Alec Bannerman, run out, 15; Charles Bannerman, not out, 58; Horan, not out, 26; sundries, 5. bbox=[338, 1157, 492, 1195]
ad-text: This Store has been opened for the mutual benefit of the purchasers and the proprietors. bbox=[180, 574, 330, 594]
ad-text: ENCOURAGE LOCAL INDUSTRY. bbox=[970, 966, 1097, 976]
paragraph: August 16. The Endowment Commissioners appointed to divide the educational vote are Mr. Tole made a statement relative to the position of the Board respecting reserves of district land set apart for educational purposes—34,562 acres—of which 384 acres are classed as town lands, 996 as suburban, and 33,180 as rural. In apportioning these, the arbitrators have allotted 283 acres town land for primary education, and 100 acres for secondary. Of suburban, 742 for primary and 247 for secondary; of rural, 25,955 for primary and 8844 for secondary; total, 26,657 for primary and 8993 for secondary. The present annual revenue is £1200. bbox=[500, 210, 645, 374]
ad-heading: ENCOURAGE COLONIAL INDUSTRY! bbox=[201, 281, 309, 302]
paragraph: 3-masted Schooner—Jabberwock. bbox=[18, 143, 132, 153]
paragraph: Mr. Steward proposed, "That while this meeting approves of the principle of free trade, and would like to see it carried out throughout the Australian Colonies, it is of opinion that so long as an import duty is imposed by any other colony upon New Zealand grain or flour it is necessary in self-defence to impose a like duty upon like articles imported from such colony." bbox=[653, 969, 799, 1056]
ad-text: For the Benefit of the above Sabbath School. bbox=[818, 349, 941, 369]
ad-title: THURSDAY, 22nd AUGUST. bbox=[829, 844, 931, 854]
divider bbox=[181, 875, 330, 878]
sub-departures: DEPARTURES. bbox=[60, 55, 122, 65]
ad-text: TENDERS WANTED, on or before MONDAY, the 26th INST., for the Erection of about Two Miles of FENCING. For further particulars, apply to bbox=[807, 1226, 952, 1274]
heading-commercial: COMMERCIAL INTELLIGENCE. bbox=[14, 482, 167, 493]
heading-special-cablegram: SPECIAL CABLEGRAM bbox=[345, 552, 485, 565]
